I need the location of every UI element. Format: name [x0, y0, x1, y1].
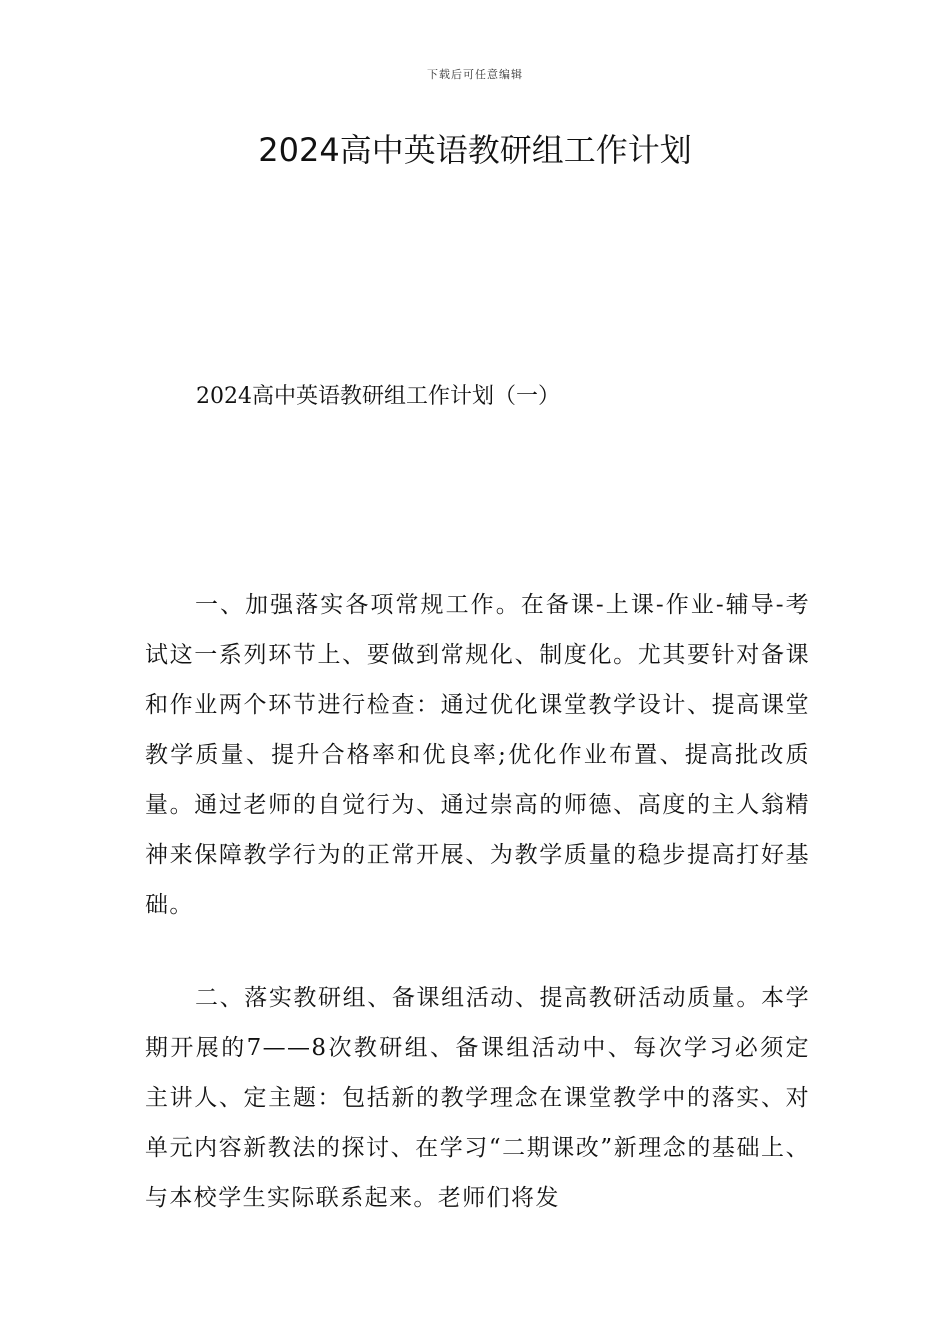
paragraph-1: 一、加强落实各项常规工作。在备课-上课-作业-辅导-考试这一系列环节上、要做到常规化、制度化。尤其要针对备课和作业两个环节进行检查：通过优化课堂教学设计、提高课堂教学质量、提升合格率和优良率;优化作业布置、提高批改质量。通过老师的自觉行为、通过崇高的师德、高度的主人翁精神来保障教学行为的正常开展、为教学质量的稳步提高打好基础。 — [145, 592, 810, 918]
header-note: 下载后可任意编辑 — [427, 68, 523, 81]
document-title: 2024高中英语教研组工作计划 — [258, 131, 692, 169]
section-subtitle: 2024高中英语教研组工作计划（一） — [196, 384, 560, 409]
paragraph-2: 二、落实教研组、备课组活动、提高教研活动质量。本学期开展的7——8次教研组、备课组活动中、每次学习必须定主讲人、定主题：包括新的教学理念在课堂教学中的落实、对单元内容新教法的探讨、在学习“二期课改”新理念的基础上、与本校学生实际联系起来。老师们将发 — [145, 985, 810, 1211]
